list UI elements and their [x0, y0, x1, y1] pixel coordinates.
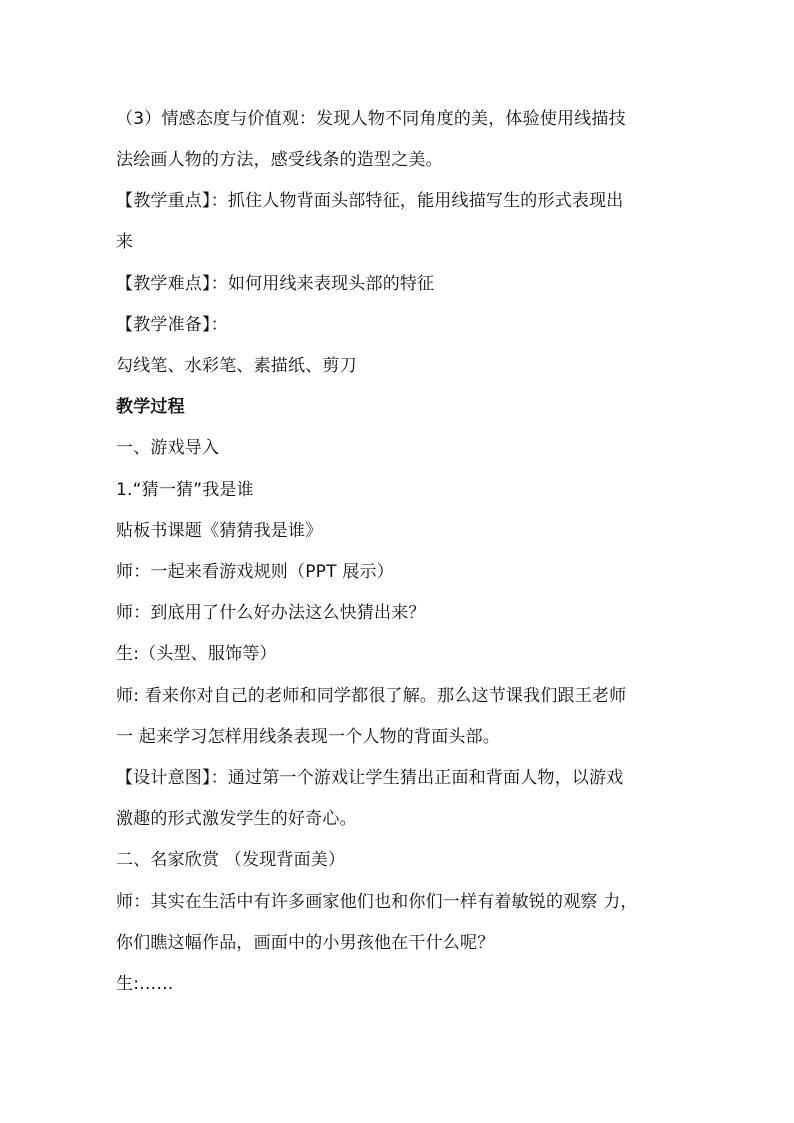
paragraph-line: 师: 看来你对自己的老师和同学都很了解。那么这节课我们跟王老师	[116, 686, 627, 706]
paragraph-line: 生:（头型、服饰等）	[116, 644, 277, 664]
paragraph-line: 【设计意图】：通过第一个游戏让学生猜出正面和背面人物，以游戏	[116, 768, 624, 788]
paragraph-line: 【教学重点】：抓住人物背面头部特征，能用线描写生的形式表现出	[116, 191, 624, 211]
paragraph-line: 勾线笔、水彩笔、素描纸、剪刀	[116, 356, 357, 376]
paragraph-line: 来	[116, 232, 134, 252]
section-heading: 教学过程	[116, 397, 185, 417]
paragraph-line: 1.“猜一猜”我是谁	[116, 480, 254, 500]
paragraph-line: （3）情感态度与价值观：发现人物不同角度的美，体验使用线描技	[116, 109, 626, 129]
paragraph-line: 法绘画人物的方法，感受线条的造型之美。	[116, 150, 443, 170]
paragraph-line: 一、游戏导入	[116, 438, 220, 458]
paragraph-line: 你们瞧这幅作品，画面中的小男孩他在干什么呢？	[116, 933, 495, 953]
paragraph-line: 二、名家欣赏 （发现背面美）	[116, 850, 346, 870]
paragraph-line: 师：其实在生活中有许多画家他们也和你们一样有着敏锐的观察 力，	[116, 892, 638, 912]
paragraph-line: 【教学准备】：	[116, 315, 228, 335]
paragraph-line: 【教学难点】：如何用线来表现头部的特征	[116, 274, 435, 294]
paragraph-line: 生:……	[116, 974, 174, 994]
paragraph-line: 一 起来学习怎样用线条表现一个人物的背面头部。	[116, 727, 501, 747]
paragraph-line: 师：一起来看游戏规则（PPT 展示）	[116, 562, 394, 582]
paragraph-line: 贴板书课题《猜猜我是谁》	[116, 521, 323, 541]
paragraph-line: 激趣的形式激发学生的好奇心。	[116, 809, 357, 829]
paragraph-line: 师：到底用了什么好办法这么快猜出来？	[116, 603, 426, 623]
